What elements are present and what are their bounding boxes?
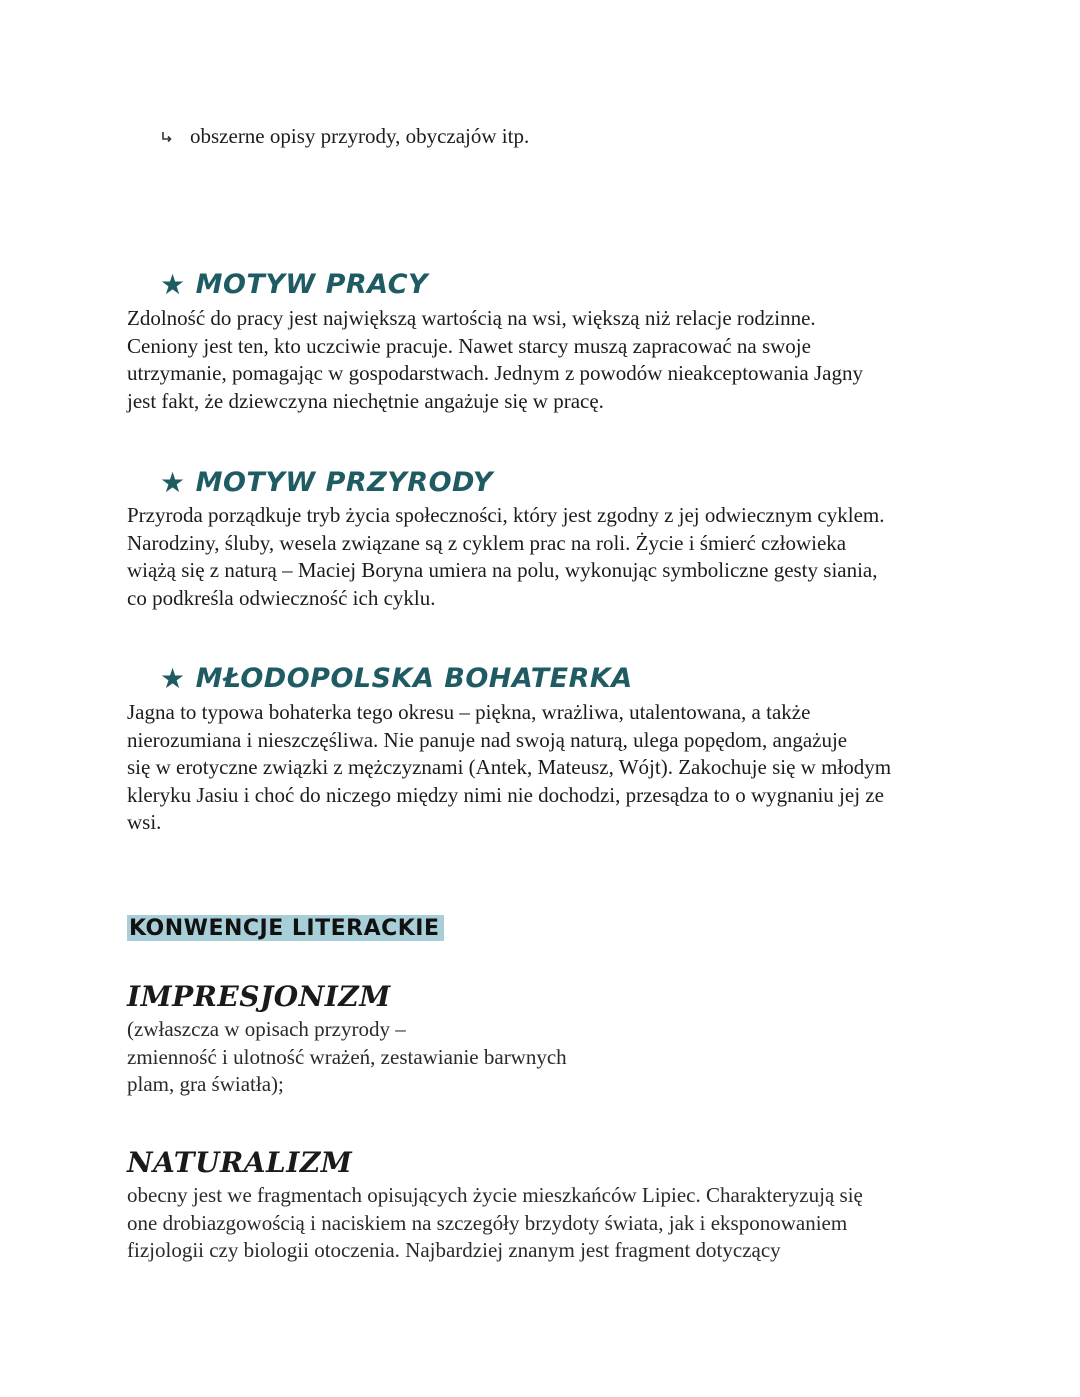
- return-arrow-icon: [160, 130, 174, 144]
- motif-paragraph-heroine: Jagna to typowa bohaterka tego okresu – piękna, wrażliwa, utalentowana, a także nierozumiana i nieszczęśliwa. Nie panuje nad swoją naturą, ulega popędom, angażuje się w erotyczne związki z mężczyznami (Antek, Mateusz, Wójt). Zakochuje się w młodym kleryku Jasiu i choć do niczego między nimi nie dochodzi, przesądza to o wygnaniu jej ze wsi.: [127, 700, 892, 834]
- motif-heading-heroine: ★ MŁODOPOLSKA BOHATERKA: [160, 662, 633, 695]
- bullet-item: [160, 124, 529, 149]
- convention-paragraph-impressionism: (zwłaszcza w opisach przyrody – zmienność i ulotność wrażeń, zestawianie barwnych plam, gra światła);: [127, 1017, 567, 1096]
- convention-heading-naturalism: NATURALIZM: [127, 1146, 353, 1179]
- motif-paragraph-work: Zdolność do pracy jest największą wartością na wsi, większą niż relacje rodzinne. Ceniony jest ten, kto uczciwie pracuje. Nawet starcy muszą zapracować na swoje utrzymanie, pomagając w gospodarstwach. Jednym z powodów nieakceptowania Jagny jest fakt, że dziewczyna niechętnie angażuje się w pracę.: [127, 306, 863, 413]
- convention-heading-impressionism: IMPRESJONIZM: [127, 980, 391, 1013]
- star-icon: ★: [160, 466, 186, 499]
- star-icon: ★: [160, 268, 186, 301]
- star-icon: ★: [160, 662, 186, 695]
- motif-heading-work: ★ MOTYW PRACY: [160, 268, 429, 301]
- motif-heading-nature: ★ MOTYW PRZYRODY: [160, 466, 493, 499]
- motif-paragraph-nature: Przyroda porządkuje tryb życia społeczności, który jest zgodny z jej odwiecznym cyklem. Narodziny, śluby, wesela związane są z cyklem prac na roli. Życie i śmierć człowieka wiążą się z naturą – Maciej Boryna umiera na polu, wykonując symboliczne gesty siania, co podkreśla odwieczność ich cyklu.: [127, 503, 885, 610]
- section-title-literary-conventions: KONWENCJE LITERACKIE: [127, 915, 444, 941]
- convention-paragraph-naturalism: obecny jest we fragmentach opisujących życie mieszkańców Lipiec. Charakteryzują się one drobiazgowością i naciskiem na szczegóły brzydoty świata, jak i eksponowaniem fizjologii czy biologii otoczenia. Najbardziej znanym jest fragment dotyczący: [127, 1183, 863, 1262]
- bullet-text: obszerne opisy przyrody, obyczajów itp.: [190, 124, 530, 148]
